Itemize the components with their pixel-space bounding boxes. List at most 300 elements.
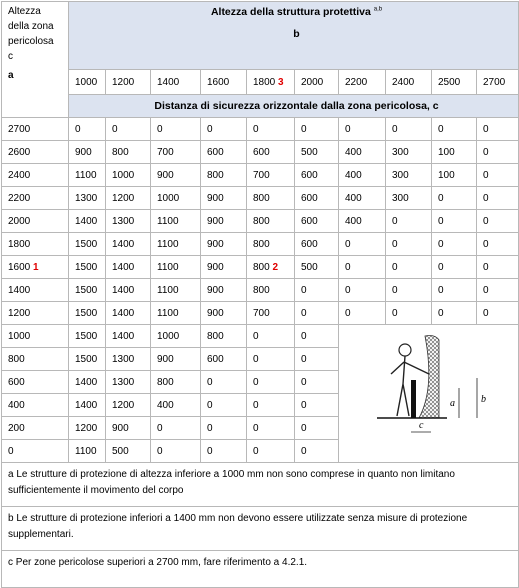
cell-value: 0 [253, 123, 259, 135]
table-cell [247, 348, 295, 371]
table-cell [295, 440, 339, 463]
table-cell [151, 256, 201, 279]
table-cell [201, 440, 247, 463]
table-cell [432, 164, 477, 187]
table-cell [106, 440, 151, 463]
column-marker: 3 [278, 76, 284, 88]
row-label-value: 400 [8, 399, 25, 411]
table-cell [477, 187, 519, 210]
table-cell [295, 118, 339, 141]
cell-value: 0 [345, 307, 351, 319]
cell-value: 1300 [112, 215, 135, 227]
table-cell [477, 279, 519, 302]
row-label [2, 325, 69, 348]
table-cell [151, 233, 201, 256]
table-cell [386, 141, 432, 164]
cell-value: 400 [345, 192, 362, 204]
table-cell [69, 440, 106, 463]
corner-line-3: pericolosa [8, 36, 54, 47]
table-cell [295, 325, 339, 348]
cell-value: 0 [157, 445, 163, 457]
table-cell [201, 279, 247, 302]
title-letter: b [293, 28, 300, 40]
cell-value: 1500 [75, 307, 98, 319]
cell-value: 100 [438, 169, 455, 181]
cell-value: 900 [207, 261, 224, 273]
cell-value: 1300 [75, 192, 98, 204]
cell-value: 1500 [75, 261, 98, 273]
table-cell [477, 164, 519, 187]
cell-value: 800 [207, 169, 224, 181]
cell-value: 0 [483, 307, 489, 319]
table-cell [69, 118, 106, 141]
cell-value: 1500 [75, 238, 98, 250]
cell-value: 900 [207, 284, 224, 296]
safety-distance-table [1, 1, 519, 588]
table-cell [477, 256, 519, 279]
table-row [2, 187, 519, 210]
cell-value: 0 [392, 307, 398, 319]
table-cell [386, 233, 432, 256]
cell-value: 0 [253, 353, 259, 365]
table-cell [201, 371, 247, 394]
table-cell [201, 210, 247, 233]
cell-value: 0 [253, 399, 259, 411]
cell-value: 1000 [157, 330, 180, 342]
table-cell [247, 118, 295, 141]
cell-value: 0 [207, 376, 213, 388]
table-cell [201, 141, 247, 164]
table-cell [69, 233, 106, 256]
table-cell [106, 233, 151, 256]
column-header-value: 2400 [392, 76, 415, 88]
cell-value: 1000 [112, 169, 135, 181]
table-cell [69, 256, 106, 279]
table-cell [339, 233, 386, 256]
cell-value: 0 [438, 261, 444, 273]
table-cell [339, 164, 386, 187]
cell-value: 0 [392, 284, 398, 296]
cell-value: 0 [483, 192, 489, 204]
title-text: Altezza della struttura protettiva [210, 6, 371, 18]
table-cell [69, 394, 106, 417]
cell-value: 0 [253, 330, 259, 342]
table-cell [432, 141, 477, 164]
row-label [2, 279, 69, 302]
cell-value: 0 [301, 399, 307, 411]
cell-value: 700 [157, 146, 174, 158]
row-label [2, 210, 69, 233]
person-body [391, 356, 429, 416]
table-cell [386, 279, 432, 302]
cell-value: 900 [207, 307, 224, 319]
table-cell [386, 118, 432, 141]
footnote-row [2, 507, 519, 551]
footnote: a Le strutture di protezione di altezza inferiore a 1000 mm non sono comprese in quanto non limitano sufficientemente il movimento del corpo [2, 463, 519, 507]
cell-value: 600 [301, 192, 318, 204]
cell-value: 700 [253, 169, 270, 181]
row-label [2, 302, 69, 325]
column-header [151, 70, 201, 95]
cell-value: 1100 [157, 284, 179, 296]
column-header-value: 1800 [253, 76, 276, 88]
diagram-label-b: b [481, 394, 486, 405]
cell-value: 0 [301, 353, 307, 365]
table-cell [295, 233, 339, 256]
table-cell [151, 440, 201, 463]
cell-value: 400 [345, 146, 362, 158]
cell-value: 0 [75, 123, 81, 135]
column-header-value: 2000 [301, 76, 324, 88]
table-cell [106, 279, 151, 302]
table-cell [247, 371, 295, 394]
footnote: b Le strutture di protezione inferiori a 1400 mm non devono essere utilizzate senza misure di protezione supplementari. [2, 507, 519, 551]
title-sup: a,b [373, 6, 383, 13]
table-cell [477, 141, 519, 164]
cell-value: 0 [301, 422, 307, 434]
row-label-value: 2400 [8, 169, 31, 181]
cell-value: 1100 [75, 445, 97, 457]
table-cell [386, 164, 432, 187]
cell-value: 1400 [112, 261, 135, 273]
table-cell [477, 210, 519, 233]
cell-value: 0 [207, 445, 213, 457]
cell-value: 900 [207, 215, 224, 227]
column-header-value: 2200 [345, 76, 368, 88]
cell-value: 1100 [75, 169, 97, 181]
cell-value: 0 [253, 445, 259, 457]
cell-value: 800 [112, 146, 129, 158]
cell-value: 500 [112, 445, 129, 457]
cell-value: 0 [438, 284, 444, 296]
cell-value: 400 [345, 169, 362, 181]
cell-value: 1000 [157, 192, 180, 204]
column-header-value: 1200 [112, 76, 135, 88]
column-header-value: 2700 [483, 76, 506, 88]
cell-value: 0 [345, 261, 351, 273]
cell-value: 1100 [157, 215, 179, 227]
table-cell [106, 394, 151, 417]
table-cell [247, 233, 295, 256]
table-cell [477, 302, 519, 325]
cell-value: 0 [483, 146, 489, 158]
table-cell [201, 164, 247, 187]
table-cell [295, 394, 339, 417]
table-cell [69, 417, 106, 440]
table-cell [432, 187, 477, 210]
table-cell [432, 118, 477, 141]
cell-value: 1300 [112, 376, 135, 388]
footnote: c Per zone pericolose superiori a 2700 mm, fare riferimento a 4.2.1. [2, 551, 519, 588]
corner-line-4: c [8, 51, 13, 62]
cell-value: 0 [438, 123, 444, 135]
table-cell [295, 371, 339, 394]
table-cell [201, 187, 247, 210]
table-cell [339, 210, 386, 233]
column-header [339, 70, 386, 95]
cell-value: 0 [438, 215, 444, 227]
cell-value: 1400 [112, 330, 135, 342]
table-cell [247, 302, 295, 325]
cell-value: 1100 [157, 261, 179, 273]
row-label [2, 164, 69, 187]
row-label-value: 600 [8, 376, 25, 388]
table-row [2, 210, 519, 233]
cell-value: 1500 [75, 284, 98, 296]
column-header [295, 70, 339, 95]
table-cell [339, 187, 386, 210]
table-cell [386, 210, 432, 233]
table-cell [386, 302, 432, 325]
corner-header [2, 2, 69, 118]
cell-value: 0 [253, 376, 259, 388]
cell-value: 0 [483, 284, 489, 296]
table-cell [386, 187, 432, 210]
row-label-value: 2600 [8, 146, 31, 158]
person-head [399, 344, 411, 356]
cell-value: 800 [207, 330, 224, 342]
cell-value: 1400 [75, 399, 98, 411]
row-label-value: 1200 [8, 307, 31, 319]
cell-value: 800 [253, 284, 270, 296]
cell-value: 800 [253, 238, 270, 250]
cell-value: 0 [345, 238, 351, 250]
table-cell [295, 210, 339, 233]
row-label-value: 1600 [8, 261, 31, 273]
cell-value: 1100 [157, 307, 179, 319]
column-header-value: 2500 [438, 76, 461, 88]
column-header-value: 1600 [207, 76, 230, 88]
table-cell [201, 325, 247, 348]
row-label-value: 0 [8, 445, 14, 457]
table-cell [151, 348, 201, 371]
cell-value: 600 [301, 169, 318, 181]
table-cell [432, 279, 477, 302]
table-cell [106, 325, 151, 348]
cell-value: 1200 [112, 192, 135, 204]
diagram-label-a: a [450, 398, 455, 409]
cell-value: 900 [112, 422, 129, 434]
cell-value: 1500 [75, 330, 98, 342]
table-row [2, 141, 519, 164]
table-cell [69, 187, 106, 210]
cell-value: 500 [301, 261, 318, 273]
table-row [2, 325, 519, 348]
safety-distance-diagram [339, 328, 519, 456]
diagram-label-c: c [419, 420, 424, 431]
table-cell [151, 187, 201, 210]
table-cell [386, 256, 432, 279]
cell-value: 400 [345, 215, 362, 227]
cell-value: 300 [392, 169, 409, 181]
cell-value: 0 [301, 330, 307, 342]
table-cell [106, 210, 151, 233]
row-label [2, 141, 69, 164]
cell-value: 800 [253, 215, 270, 227]
cell-value: 300 [392, 192, 409, 204]
cell-value: 0 [301, 376, 307, 388]
table-cell [106, 417, 151, 440]
cell-value: 0 [207, 399, 213, 411]
table-cell [339, 279, 386, 302]
table-cell [339, 118, 386, 141]
table-cell [106, 164, 151, 187]
cell-value: 0 [345, 123, 351, 135]
table-cell [477, 233, 519, 256]
cell-value: 500 [301, 146, 318, 158]
table-title [69, 2, 519, 70]
table-row [2, 302, 519, 325]
row-label-value: 2000 [8, 215, 31, 227]
table-row [2, 118, 519, 141]
table-cell [201, 118, 247, 141]
table-cell [106, 187, 151, 210]
table-row [2, 233, 519, 256]
table-cell [295, 302, 339, 325]
table-cell [477, 118, 519, 141]
corner-line-2: della zona [8, 21, 54, 32]
table-cell [69, 348, 106, 371]
cell-value: 400 [157, 399, 174, 411]
cell-value: 0 [438, 238, 444, 250]
column-header-value: 1400 [157, 76, 180, 88]
cell-value: 0 [483, 238, 489, 250]
cell-value: 700 [253, 307, 270, 319]
cell-value: 0 [301, 445, 307, 457]
table-cell [432, 302, 477, 325]
row-label [2, 394, 69, 417]
table-cell [201, 302, 247, 325]
row-label [2, 233, 69, 256]
table-cell [151, 371, 201, 394]
cell-marker: 2 [272, 261, 279, 273]
table-cell [247, 394, 295, 417]
row-label-value: 800 [8, 353, 25, 365]
table-cell [201, 233, 247, 256]
cell-value: 1200 [75, 422, 98, 434]
table-cell [151, 141, 201, 164]
table-cell [432, 210, 477, 233]
table-cell [432, 233, 477, 256]
diagram-cell [339, 325, 519, 463]
table-cell [69, 302, 106, 325]
subheader: Distanza di sicurezza orizzontale dalla zona pericolosa, c [69, 95, 519, 118]
table-cell [247, 164, 295, 187]
row-label [2, 118, 69, 141]
column-header-value: 1000 [75, 76, 98, 88]
table-cell [151, 325, 201, 348]
table-cell [201, 348, 247, 371]
table-cell [295, 141, 339, 164]
table-cell [247, 440, 295, 463]
column-header [69, 70, 106, 95]
table-cell [69, 325, 106, 348]
table-cell [247, 279, 295, 302]
cell-value: 0 [301, 284, 307, 296]
cell-value: 1400 [112, 307, 135, 319]
table-cell [432, 256, 477, 279]
table-cell [247, 210, 295, 233]
cell-value: 0 [301, 123, 307, 135]
cell-value: 600 [253, 146, 270, 158]
cell-value: 900 [207, 238, 224, 250]
cell-value: 600 [301, 215, 318, 227]
table-cell [247, 325, 295, 348]
row-label-value: 1000 [8, 330, 31, 342]
cell-value: 900 [157, 353, 174, 365]
table-cell [339, 256, 386, 279]
table-cell [201, 394, 247, 417]
cell-value: 100 [438, 146, 455, 158]
corner-line-1: Altezza [8, 6, 41, 17]
cell-value: 600 [301, 238, 318, 250]
table-cell [295, 279, 339, 302]
row-label-value: 1400 [8, 284, 31, 296]
row-label-value: 2700 [8, 123, 31, 135]
table-cell [201, 417, 247, 440]
column-header [477, 70, 519, 95]
cell-value: 800 [253, 192, 270, 204]
table-cell [151, 279, 201, 302]
table-row [2, 164, 519, 187]
cell-value: 900 [75, 146, 92, 158]
cell-value: 1400 [75, 215, 98, 227]
cell-value: 300 [392, 146, 409, 158]
footnote-row [2, 463, 519, 507]
column-header [432, 70, 477, 95]
table-cell [295, 417, 339, 440]
cell-value: 600 [207, 353, 224, 365]
row-label-value: 200 [8, 422, 25, 434]
table-cell [69, 371, 106, 394]
cell-value: 0 [301, 307, 307, 319]
row-label [2, 371, 69, 394]
row-marker: 1 [33, 261, 39, 273]
cell-value: 0 [392, 215, 398, 227]
row-label-value: 2200 [8, 192, 31, 204]
cell-value: 1100 [157, 238, 179, 250]
table-cell [247, 187, 295, 210]
cell-value: 0 [253, 422, 259, 434]
table-cell [106, 141, 151, 164]
cell-value: 1300 [112, 353, 135, 365]
cell-value: 0 [483, 261, 489, 273]
cell-value: 0 [207, 422, 213, 434]
column-header [201, 70, 247, 95]
table-cell [69, 279, 106, 302]
table-cell [295, 348, 339, 371]
cell-value: 0 [392, 123, 398, 135]
table-cell [247, 141, 295, 164]
cell-value: 800 [253, 261, 270, 273]
table-cell [295, 187, 339, 210]
table-cell [106, 348, 151, 371]
protective-structure [411, 380, 416, 418]
cell-value: 0 [483, 123, 489, 135]
table-cell [201, 256, 247, 279]
column-header [106, 70, 151, 95]
row-label [2, 187, 69, 210]
cell-value: 0 [438, 192, 444, 204]
table-cell [339, 302, 386, 325]
table-cell [247, 417, 295, 440]
cell-value: 1200 [112, 399, 135, 411]
table-cell [69, 164, 106, 187]
table-cell [151, 210, 201, 233]
table-cell [69, 141, 106, 164]
cell-value: 600 [207, 146, 224, 158]
row-label [2, 256, 69, 279]
